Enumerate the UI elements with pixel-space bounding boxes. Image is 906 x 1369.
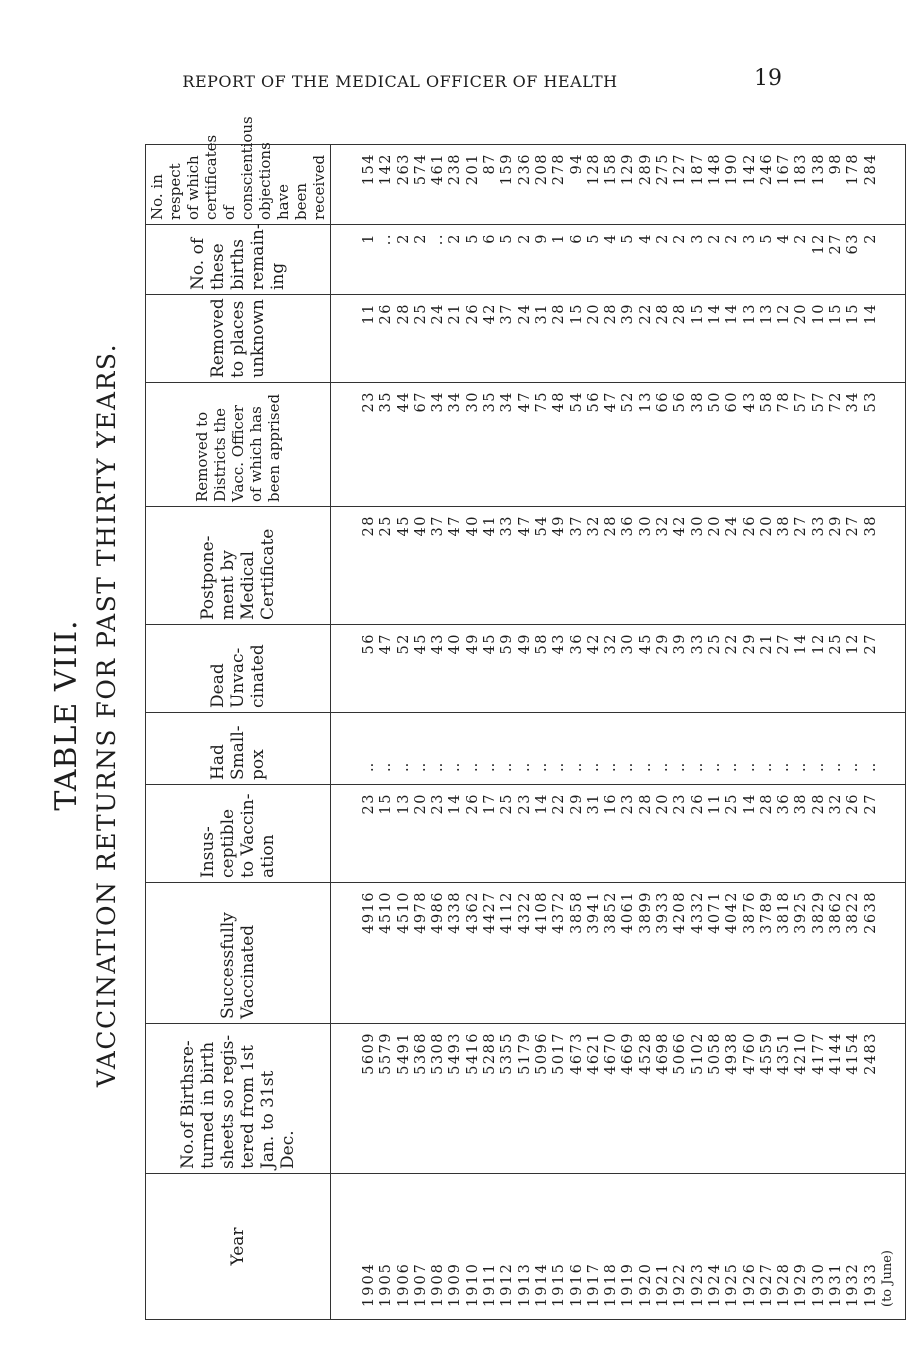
page-header (0, 60, 800, 100)
col-vaccinated (331, 883, 906, 1024)
col-header-smallpox: Had Small-pox (146, 713, 331, 785)
running-title: REPORT OF THE MEDICAL OFFICER OF HEALTH (182, 72, 618, 91)
col-removed-districts (331, 383, 906, 507)
births-list: 5609 5579 5491 5368 5308 5493 5416 5288 5355 5179 5096 5017 4673 4621 4670 4669 4528 4698 5066 5102 5058 4938 4760 4559 4351 4210 4177 4144 4154 2483 (361, 1032, 879, 1075)
objections-list: 154 142 263 574 461 238 201 87 159 236 208 278 94 128 158 129 289 275 127 187 148 190 142 246 167 183 138 98 178 284 (361, 153, 879, 186)
year-list: 1904 1905 1906 1907 1908 1909 1910 1911 1912 1913 1914 1915 1916 1917 1918 1919 1920 1921 1922 1923 1924 1925 1926 1927 1928 1929 1930 1931 1932 1933 (361, 1262, 879, 1307)
col-header-dead: Dead Unvac-cinated (146, 625, 331, 713)
postponed-list: 28 25 45 40 37 47 40 41 33 47 54 49 37 32 28 36 30 32 42 30 20 24 26 20 38 27 33 29 27 38 (361, 515, 879, 537)
col-header-postponed: Postpone-ment by Medical Certificate (146, 507, 331, 625)
col-header-objections: No. in respect of which certificates of conscientious objections have been received (146, 145, 331, 225)
vaccination-table (145, 116, 906, 1320)
vaccinated-list: 4916 4510 4510 4978 4986 4338 4362 4427 4112 4322 4108 4372 3858 3941 3852 4061 3899 3933 4208 4332 4071 4042 3876 3789 3818 3925 3829 3862 3822 2638 (361, 891, 879, 934)
col-header-births: No.of Birthsre-turned in birth sheets so regis-tered from 1st Jan. to 31st Dec. (146, 1024, 331, 1174)
table-body-row (331, 145, 906, 1320)
col-header-remaining: No. of these births remain-ing (146, 225, 331, 295)
col-births (331, 1024, 906, 1174)
table-label: TABLE VIII. (49, 619, 84, 811)
removed-unknown-list: 11 26 28 25 24 21 26 42 37 24 31 28 15 20 28 39 22 28 28 15 14 14 13 13 12 20 10 15 15 14 (361, 303, 879, 325)
col-smallpox (331, 713, 906, 785)
col-header-vaccinated: Successfully Vaccinated (146, 883, 331, 1024)
col-year (331, 1174, 906, 1320)
col-header-insusceptible: Insus-ceptible to Vaccin-ation (146, 785, 331, 883)
insusceptible-list: 23 15 13 20 23 14 26 17 25 23 14 22 29 31 16 23 28 20 23 26 11 25 14 28 36 38 28 32 26 27 (361, 793, 879, 815)
col-objections (331, 145, 906, 225)
col-header-removed-unknown: Removed to places unknown (146, 295, 331, 383)
page-number: 19 (754, 66, 782, 91)
remaining-list: 1 .. 2 2 .. 2 5 6 5 2 9 1 6 5 4 5 4 2 2 3 2 2 3 5 4 2 12 27 63 2 (361, 233, 879, 255)
col-insusceptible (331, 785, 906, 883)
smallpox-list: .. .. .. .. .. .. .. .. .. .. .. .. .. .. .. .. .. .. .. .. .. .. .. .. .. .. .. .. .. .. (361, 762, 879, 772)
table-title: VACCINATION RETURNS FOR PAST THIRTY YEARS. (92, 342, 121, 1088)
dead-list: 56 47 52 45 43 40 49 45 59 49 58 43 36 42 32 30 45 29 39 33 25 22 29 21 27 14 12 25 12 27 (361, 633, 879, 655)
table-heading-block (50, 120, 125, 1310)
col-removed-unknown (331, 295, 906, 383)
col-header-removed-districts: Removed to Districts the Vacc. Officer of which has been apprised (146, 383, 331, 507)
col-dead (331, 625, 906, 713)
removed-districts-list: 23 35 44 67 34 34 30 35 34 47 75 48 54 56 47 52 13 66 56 38 50 60 43 58 78 57 57 72 34 53 (361, 391, 879, 413)
header-row (146, 145, 331, 1320)
last-year-note: (to June) (879, 1250, 895, 1307)
col-remaining (331, 225, 906, 295)
col-header-year: Year (146, 1174, 331, 1320)
vaccination-table-wrapper (145, 116, 895, 1320)
col-postponed (331, 507, 906, 625)
